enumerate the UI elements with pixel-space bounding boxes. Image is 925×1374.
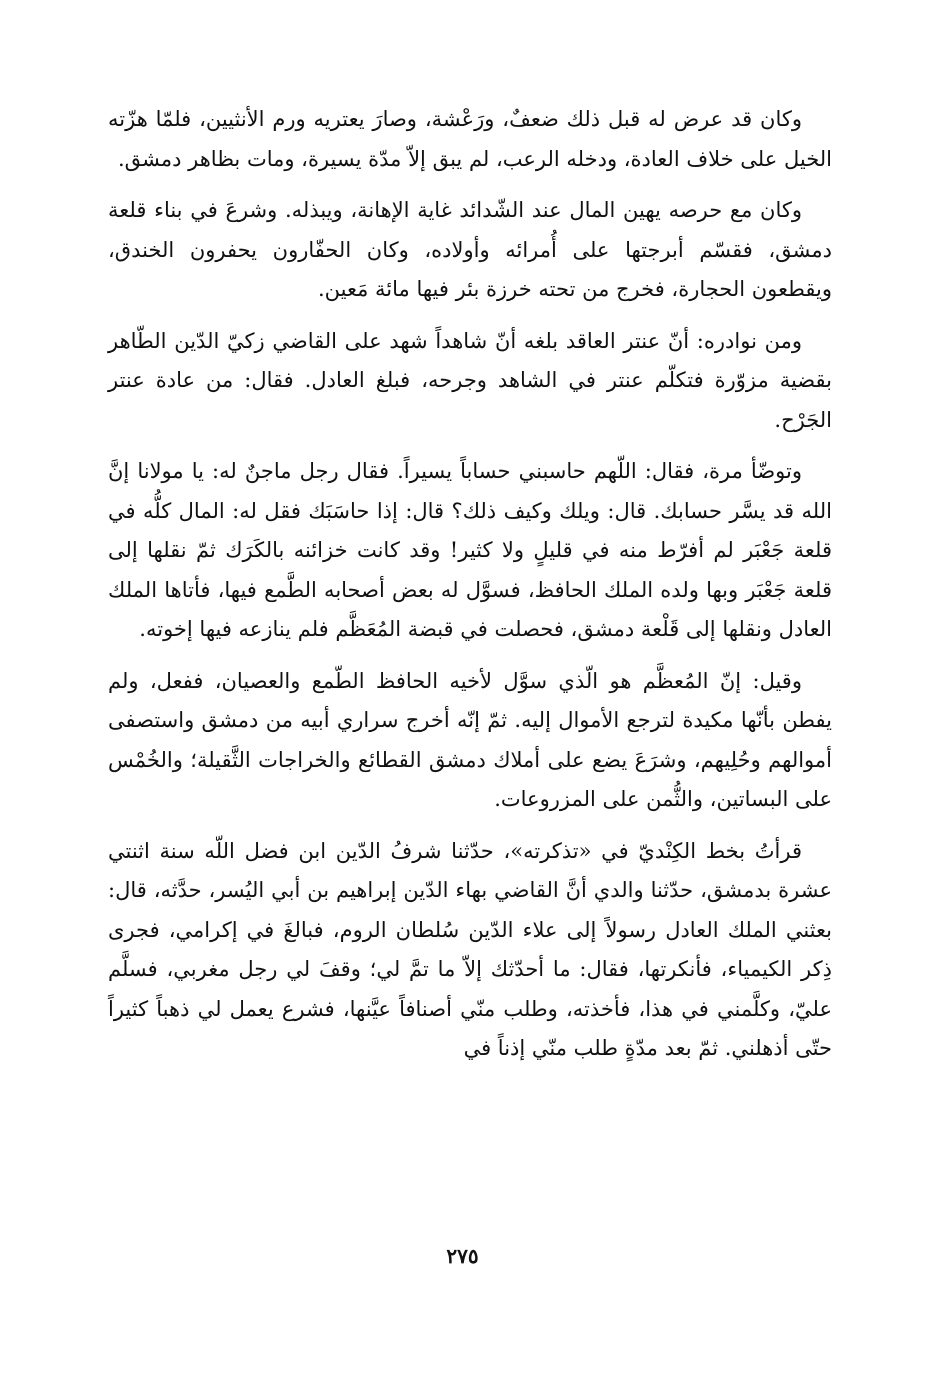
paragraph: وقيل: إنّ المُعظَّم هو الّذي سوَّل لأخيه الحافظ الطّمع والعصيان، ففعل، ولم يفطن بأنّها مكيدة لترجع الأموال إليه. ثمّ إنّه أخرج سراري أبيه من دمشق واستصفى أموالهم وحُلِيهم، وشرَعَ يضع على أملاك دمشق القطائع والخراجات الثَّقيلة؛ والخُمْس على البساتين، والثُّمن على المزروعات. [108, 668, 832, 811]
paragraph: قرأتُ بخط الكِنْديّ في «تذكرته»، حدّثنا شرفُ الدّين ابن فضل اللّه سنة اثنتي عشرة بدمشق، حدّثنا والدي أنَّ القاضي بهاء الدّين إبراهيم بن أبي اليُسر، حدَّثه، قال: بعثني الملك العادل رسولاً إلى علاء الدّين سُلطان الروم، فبالغَ في إكرامي، فجرى ذِكر الكيمياء، فأنكرتها، فقال: ما أحدّثك إلاّ ما تمَّ لي؛ وقفَ لي رجل مغربي، فسلَّم عليّ، وكلَّمني في هذا، فأخذته، وطلب منّي أصنافاً عيَّنها، فشرع يعمل لي ذهباً كثيراً حتّى أذهلني. ثمّ بعد مدّةٍ طلب منّي إذناً في [108, 838, 832, 1060]
paragraph: وكان قد عرض له قبل ذلك ضعفٌ، ورَعْشة، وصارَ يعتريه ورم الأنثيين، فلمّا هزّته الخيل على خلاف العادة، ودخله الرعب، لم يبق إلاّ مدّة يسيرة، ومات بظاهر دمشق. [108, 107, 832, 171]
paragraph: وكان مع حرصه يهين المال عند الشّدائد غاية الإهانة، ويبذله. وشرعَ في بناء قلعة دمشق، فقسّم أبرجتها على أُمرائه وأولاده، وكان الحفّارون يحفرون الخندق، ويقطعون الحجارة، فخرج من تحته خرزة بئر فيها مائة مَعين. [108, 198, 832, 301]
paragraph: ومن نوادره: أنّ عنتر العاقد بلغه أنّ شاهداً شهد على القاضي زكيّ الدّين الطّاهر بقضية مزوّرة فتكلّم عنتر في الشاهد وجرحه، فبلغ العادل. فقال: من عادة عنتر الجَرْح. [108, 328, 832, 432]
paragraph: وتوضّأ مرة، فقال: اللّهم حاسبني حساباً يسيراً. فقال رجل ماجنٌ له: يا مولانا إنَّ الله قد يسَّر حسابك. قال: ويلك وكيف ذلك؟ قال: إذا حاسَبَك فقل له: المال كلُّه في قلعة جَعْبَر لم أفرّط منه في قليلٍ ولا كثير! وقد كانت خزائنه بالكَرَك ثمّ نقلها إلى قلعة جَعْبَر وبها ولده الملك الحافظ، فسوَّل له بعض أصحابه الطَّمع فيها، فأتاها الملك العادل ونقلها إلى قَلْعة دمشق، فحصلت في قبضة المُعَظَّم فلم ينازعه فيها إخوته. [108, 459, 832, 641]
page-number: ٢٧٥ [446, 1244, 479, 1268]
body-text [108, 100, 832, 1081]
